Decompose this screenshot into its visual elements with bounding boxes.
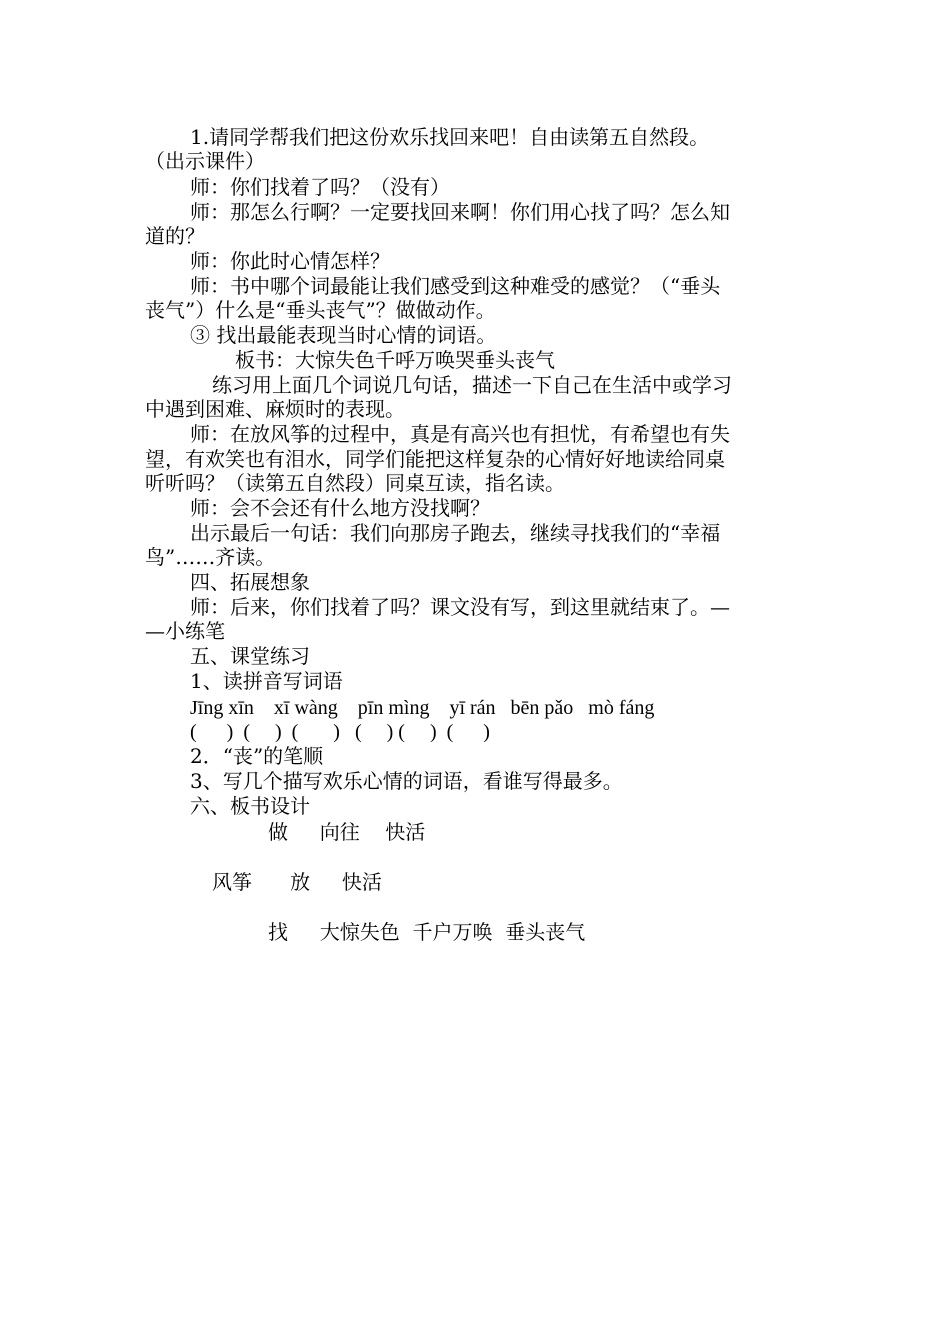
dialogue-line: 师：书中哪个词最能让我们感受到这种难受的感觉？（“垂头 bbox=[190, 274, 721, 298]
board-design-row: 做 向往 快活 bbox=[268, 820, 426, 844]
exercise-item: 1、读拼音写词语 bbox=[190, 669, 343, 693]
pinyin-row: Jīng xīn xī wàng pīn mìng yī rán bēn pǎo mò fáng bbox=[190, 697, 655, 719]
dialogue-line: 师：在放风筝的过程中，真是有高兴也有担忧，有希望也有失 bbox=[190, 422, 730, 446]
dialogue-line-cont: 望，有欢笑也有泪水，同学们能把这样复杂的心情好好地读给同桌 bbox=[145, 447, 725, 471]
dialogue-line-cont: 丧气”）什么是“垂头丧气”？做做动作。 bbox=[145, 298, 496, 322]
dialogue-line: 师：那怎么行啊？一定要找回来啊！你们用心找了吗？怎么知 bbox=[190, 200, 730, 224]
display-line-cont: 鸟”……齐读。 bbox=[145, 545, 276, 569]
section-heading: 六、板书设计 bbox=[190, 794, 310, 818]
board-design-row: 风筝 放 快活 bbox=[212, 870, 382, 894]
section-heading: 五、课堂练习 bbox=[190, 644, 310, 668]
practice-line-cont: 中遇到困难、麻烦时的表现。 bbox=[145, 397, 405, 421]
board-design-row: 找 大惊失色 千户万唤 垂头丧气 bbox=[268, 920, 586, 944]
dialogue-line-cont: —小练笔 bbox=[145, 619, 225, 643]
dialogue-line: 师：你此时心情怎样？ bbox=[190, 249, 390, 273]
section-heading: 四、拓展想象 bbox=[190, 570, 310, 594]
blank-row: ( ) ( ) ( ) ( ) ( ) ( ) bbox=[190, 721, 490, 743]
dialogue-line: 师：会不会还有什么地方没找啊？ bbox=[190, 496, 490, 520]
step-heading: ③ 找出最能表现当时心情的词语。 bbox=[190, 323, 497, 347]
practice-line: 练习用上面几个词说几句话，描述一下自己在生活中或学习 bbox=[212, 373, 732, 397]
dialogue-line: 师：你们找着了吗？（没有） bbox=[190, 175, 450, 199]
exercise-item: 2．“丧”的笔顺 bbox=[190, 744, 324, 768]
dialogue-line: 师：后来，你们找着了吗？课文没有写，到这里就结束了。— bbox=[190, 595, 730, 619]
dialogue-line-cont: 听听吗？（读第五自然段）同桌互读，指名读。 bbox=[145, 471, 565, 495]
board-writing: 板书：大惊失色千呼万唤哭垂头丧气 bbox=[235, 348, 555, 372]
paragraph-1-cont: （出示课件） bbox=[145, 149, 265, 173]
paragraph-1: 1.请同学帮我们把这份欢乐找回来吧！自由读第五自然段。 bbox=[190, 125, 710, 149]
display-line: 出示最后一句话：我们向那房子跑去，继续寻找我们的“幸福 bbox=[190, 521, 721, 545]
dialogue-line-cont: 道的？ bbox=[145, 224, 205, 248]
exercise-item: 3、写几个描写欢乐心情的词语，看谁写得最多。 bbox=[190, 769, 623, 793]
